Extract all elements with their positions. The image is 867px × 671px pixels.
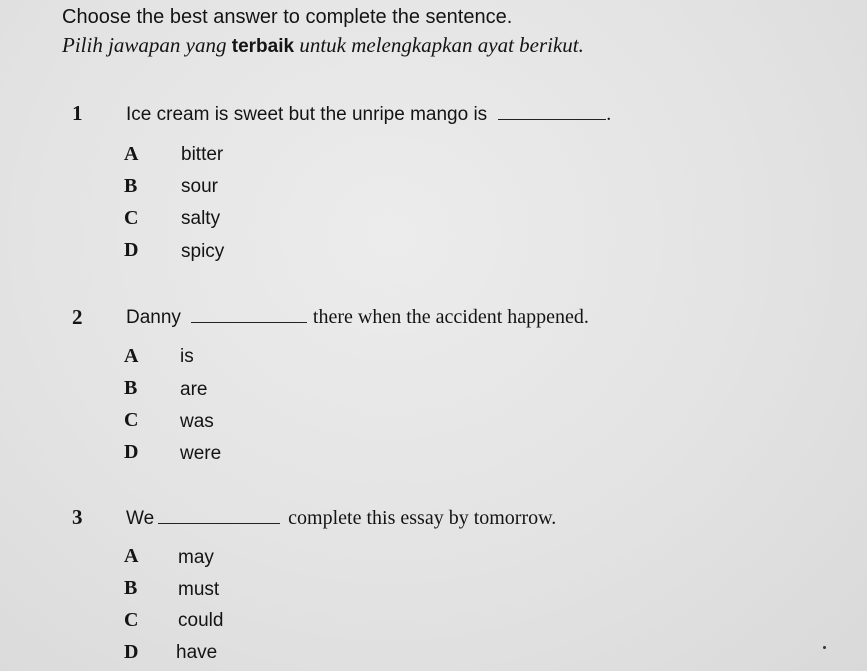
question-1-option-d-text: spicy bbox=[181, 241, 225, 262]
question-2-option-a-text: is bbox=[180, 346, 194, 367]
question-3-number: 3 bbox=[72, 505, 83, 529]
question-1-blank bbox=[498, 105, 606, 120]
question-2-stem bbox=[126, 307, 589, 327]
question-3-option-d-text: have bbox=[176, 642, 218, 663]
question-1-option-c-letter: C bbox=[124, 207, 139, 229]
question-3-option-c-text: could bbox=[178, 610, 224, 631]
question-2-stem-lead: Danny bbox=[126, 307, 181, 328]
question-3-stem-tail: complete this essay by tomorrow. bbox=[288, 507, 557, 529]
question-1-option-b-text: sour bbox=[181, 176, 218, 197]
question-1-stem-lead: Ice cream is sweet but the unripe mango is bbox=[126, 104, 488, 125]
instructions-malay-bold: terbaik bbox=[231, 36, 295, 57]
instructions-english: Choose the best answer to complete the sentence. bbox=[62, 6, 513, 28]
question-3-option-a-letter: A bbox=[124, 545, 139, 567]
question-1-option-a-text: bitter bbox=[181, 144, 224, 165]
question-3-stem-lead: We bbox=[126, 508, 155, 529]
question-2-number: 2 bbox=[72, 305, 83, 329]
instructions-malay bbox=[62, 35, 584, 56]
question-3-blank bbox=[158, 509, 280, 524]
instructions-malay-post: untuk melengkapkan ayat berikut. bbox=[294, 33, 584, 57]
stray-dot bbox=[823, 646, 826, 649]
question-2-option-b-text: are bbox=[180, 379, 208, 400]
question-2-option-a-letter: A bbox=[124, 345, 139, 367]
question-1-option-d-letter: D bbox=[124, 239, 139, 261]
question-1-number: 1 bbox=[72, 101, 83, 125]
question-1-option-a-letter: A bbox=[124, 143, 139, 165]
question-3-option-d-letter: D bbox=[124, 641, 139, 663]
question-2-option-d-letter: D bbox=[124, 441, 139, 463]
question-1-stem-tail: . bbox=[606, 103, 612, 125]
question-2-option-b-letter: B bbox=[124, 377, 138, 399]
instructions-malay-pre: Pilih jawapan yang bbox=[62, 33, 232, 57]
question-2-option-d-text: were bbox=[180, 443, 222, 464]
question-2-stem-tail: there when the accident happened. bbox=[312, 306, 589, 328]
question-3-option-b-text: must bbox=[178, 579, 220, 600]
question-1-option-b-letter: B bbox=[124, 175, 138, 197]
question-3-option-b-letter: B bbox=[124, 577, 138, 599]
question-1-option-c-text: salty bbox=[181, 208, 221, 229]
question-3-option-c-letter: C bbox=[124, 609, 139, 631]
question-1-stem bbox=[126, 104, 611, 124]
question-2-blank bbox=[191, 308, 307, 323]
question-3-option-a-text: may bbox=[178, 547, 214, 568]
question-3-stem bbox=[126, 508, 556, 528]
question-2-option-c-letter: C bbox=[124, 409, 139, 431]
question-2-option-c-text: was bbox=[180, 411, 214, 432]
